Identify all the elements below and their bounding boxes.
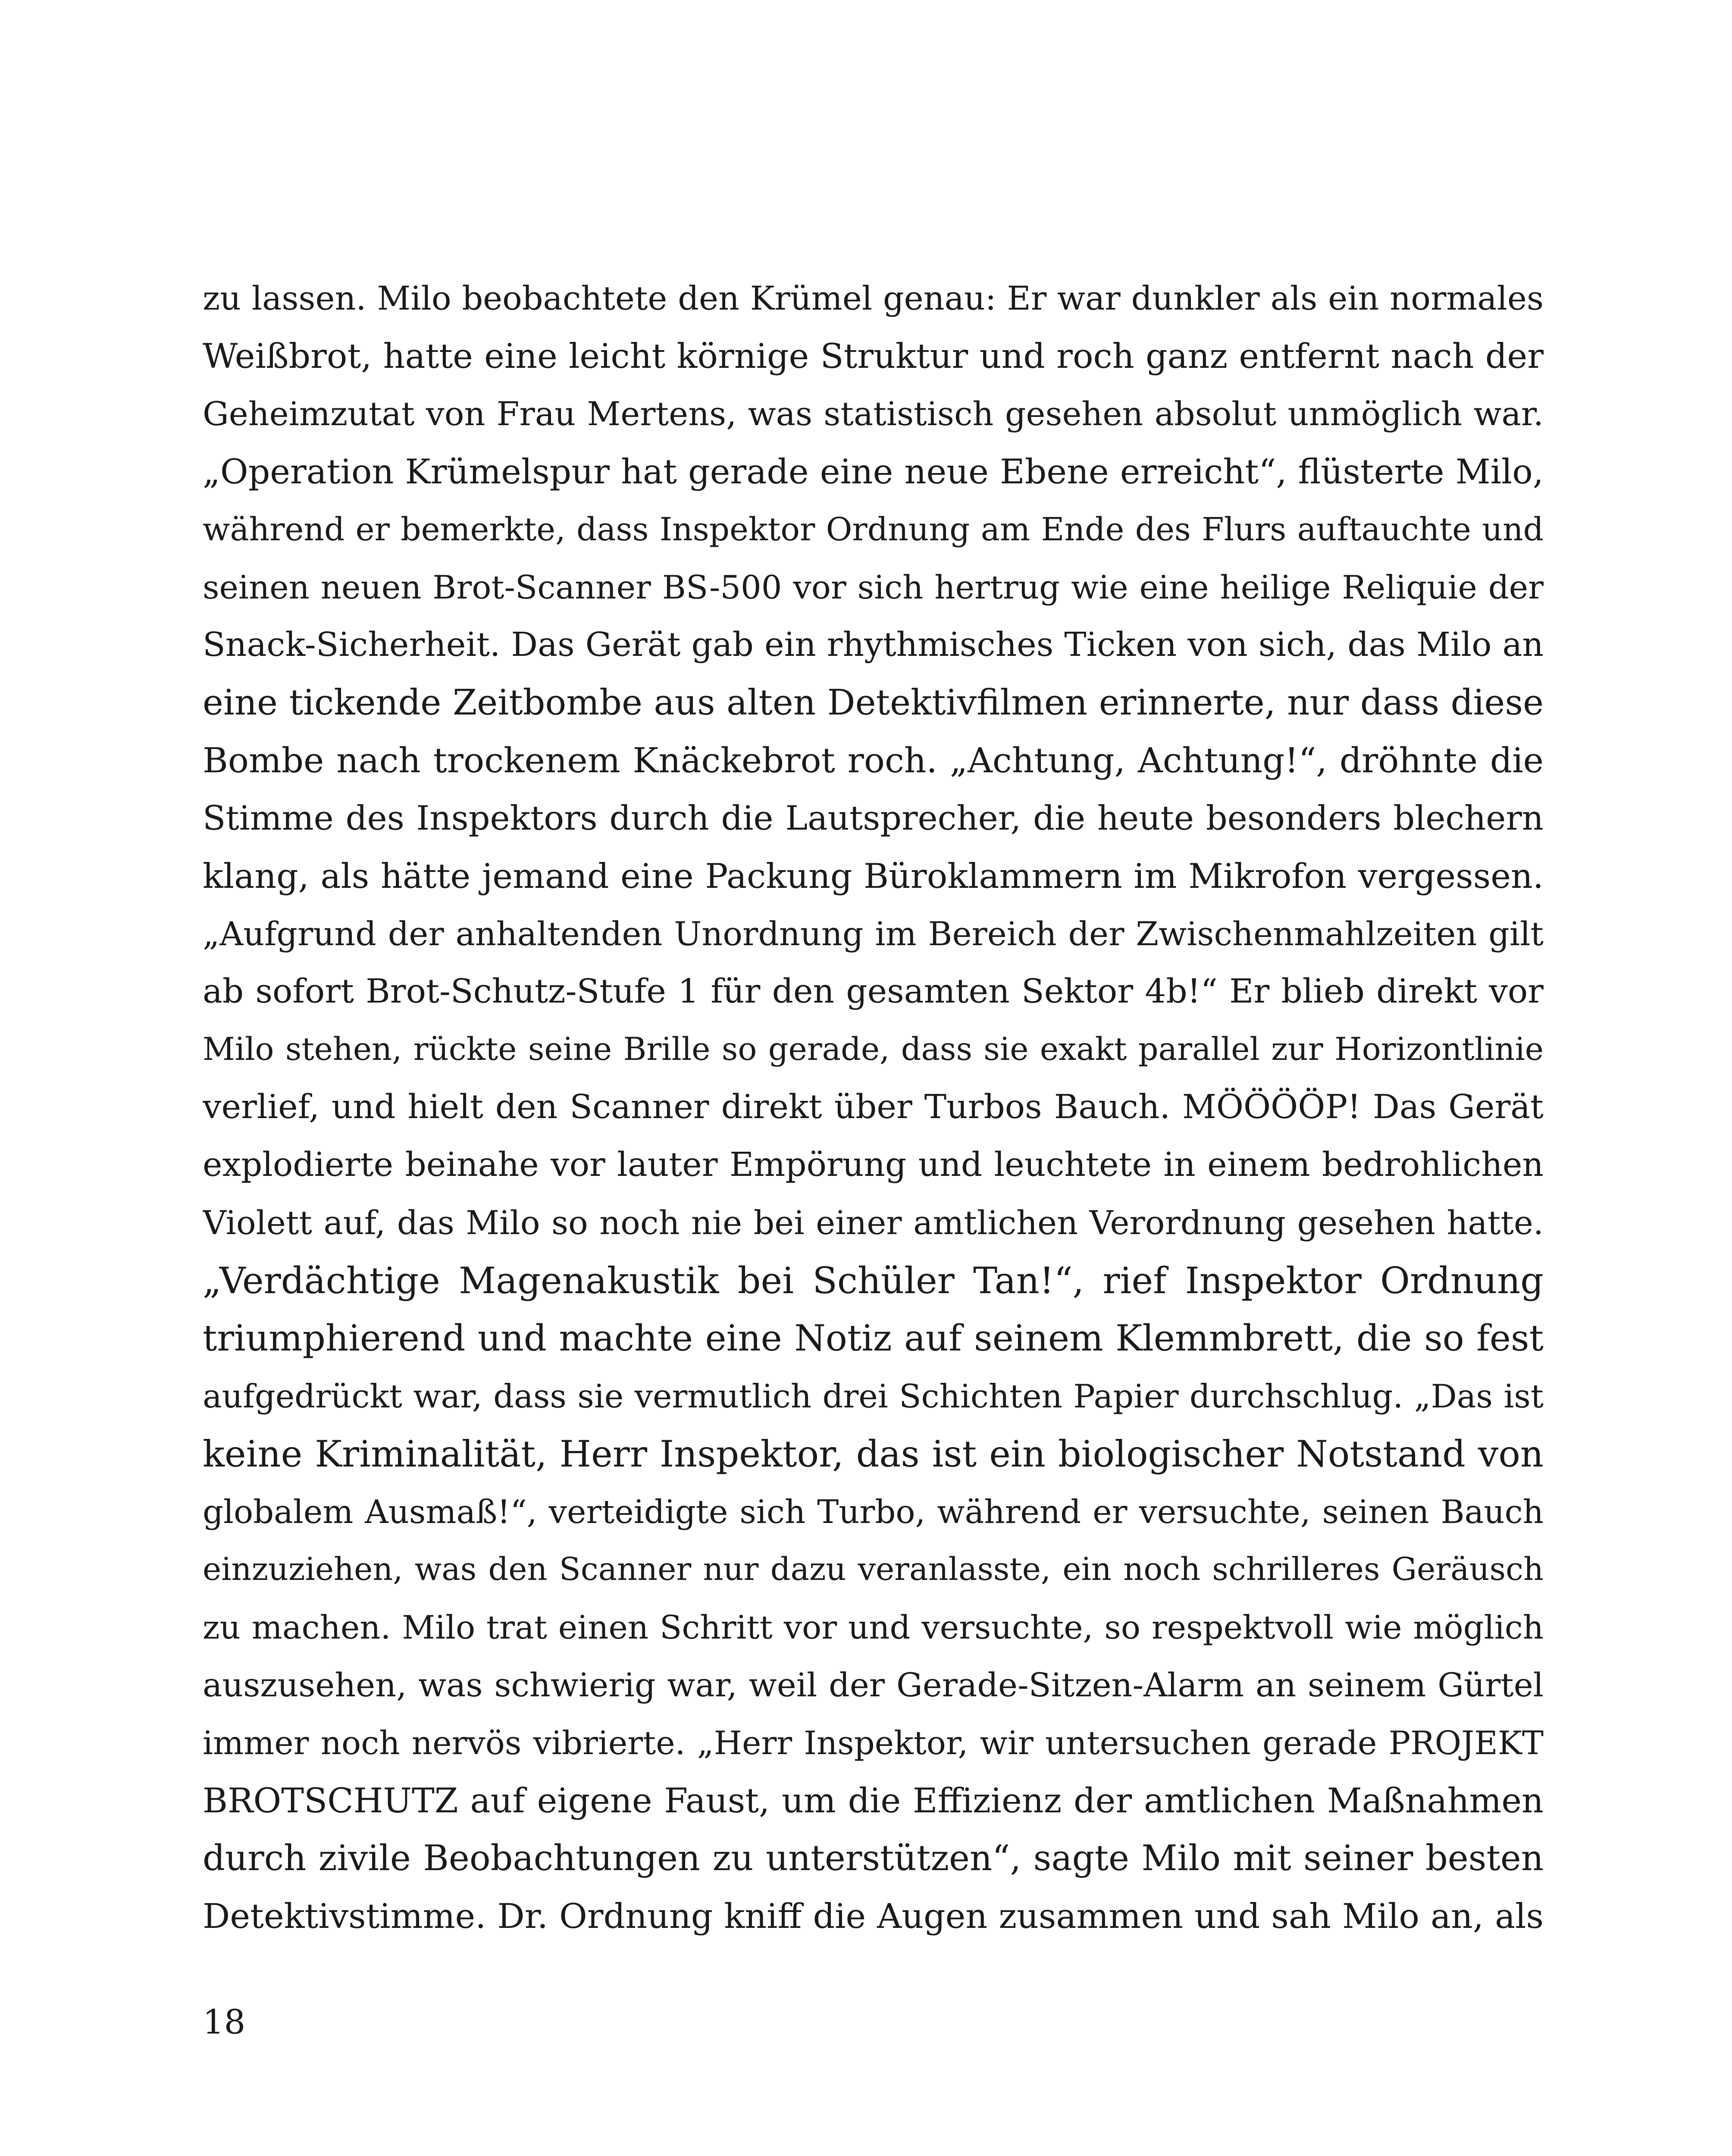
text-line: einzuziehen, was den Scanner nur dazu veranlasste, ein noch schrilleres Geräusch	[203, 1551, 1544, 1588]
text-line: „Aufgrund der anhaltenden Unordnung im Bereich der Zwischenmahlzeiten gilt	[203, 915, 1544, 953]
text-line: Detektivstimme. Dr. Ordnung kniff die Augen zusammen und sah Milo an, als	[203, 1896, 1544, 1936]
text-line: eine tickende Zeitbombe aus alten Detektivfilmen erinnerte, nur dass diese	[203, 683, 1544, 723]
text-line: Weißbrot, hatte eine leicht körnige Struktur und roch ganz entfernt nach der	[203, 336, 1544, 376]
text-line: „Operation Krümelspur hat gerade eine neue Ebene erreicht“, flüsterte Milo,	[203, 452, 1544, 492]
text-line: seinen neuen Brot-Scanner BS-500 vor sich hertrug wie eine heilige Reliquie der	[203, 568, 1544, 606]
page-number: 18	[203, 2003, 246, 2042]
text-line: Geheimzutat von Frau Mertens, was statistisch gesehen absolut unmöglich war.	[203, 395, 1544, 433]
text-line: zu lassen. Milo beobachtete den Krümel genau: Er war dunkler als ein normales	[203, 279, 1544, 317]
text-line: Bombe nach trockenem Knäckebrot roch. „Achtung, Achtung!“, dröhnte die	[203, 740, 1544, 780]
text-line: Snack-Sicherheit. Das Gerät gab ein rhythmisches Ticken von sich, das Milo an	[203, 626, 1544, 664]
text-line: Violett auf, das Milo so noch nie bei einer amtlichen Verordnung gesehen hatte.	[203, 1203, 1544, 1242]
text-line: triumphierend und machte eine Notiz auf seinem Klemmbrett, die so fest	[203, 1317, 1544, 1359]
text-line: Stimme des Inspektors durch die Lautsprecher, die heute besonders blechern	[203, 799, 1544, 838]
text-line: auszusehen, was schwierig war, weil der Gerade-Sitzen-Alarm an seinem Gürtel	[203, 1666, 1544, 1704]
body-text	[203, 270, 1544, 1945]
text-line: globalem Ausmaß!“, verteidigte sich Turbo, während er versuchte, seinen Bauch	[203, 1493, 1544, 1531]
text-line: explodierte beinahe vor lauter Empörung und leuchtete in einem bedrohlichen	[203, 1146, 1544, 1184]
text-line: keine Kriminalität, Herr Inspektor, das ist ein biologischer Notstand von	[203, 1433, 1544, 1475]
text-line: durch zivile Beobachtungen zu unterstützen“, sagte Milo mit seiner besten	[203, 1838, 1544, 1879]
text-line: zu machen. Milo trat einen Schritt vor und versuchte, so respektvoll wie möglich	[203, 1608, 1544, 1646]
text-line: klang, als hätte jemand eine Packung Büroklammern im Mikrofon vergessen.	[203, 856, 1544, 896]
text-line: Milo stehen, rückte seine Brille so gerade, dass sie exakt parallel zur Horizontlinie	[203, 1031, 1544, 1068]
text-line: während er bemerkte, dass Inspektor Ordnung am Ende des Flurs auftauchte und	[203, 511, 1544, 548]
text-line: aufgedrückt war, dass sie vermutlich drei Schichten Papier durchschlug. „Das ist	[203, 1377, 1544, 1415]
text-line: „Verdächtige Magenakustik bei Schüler Tan!“, rief Inspektor Ordnung	[203, 1260, 1544, 1302]
text-line: ab sofort Brot-Schutz-Stufe 1 für den gesamten Sektor 4b!“ Er blieb direkt vor	[203, 972, 1544, 1011]
text-line: verlief, und hielt den Scanner direkt über Turbos Bauch. MÖÖÖÖP! Das Gerät	[203, 1088, 1544, 1126]
text-line: immer noch nervös vibrierte. „Herr Inspektor, wir untersuchen gerade PROJEKT	[203, 1724, 1544, 1762]
text-line: BROTSCHUTZ auf eigene Faust, um die Effizienz der amtlichen Maßnahmen	[203, 1781, 1544, 1821]
